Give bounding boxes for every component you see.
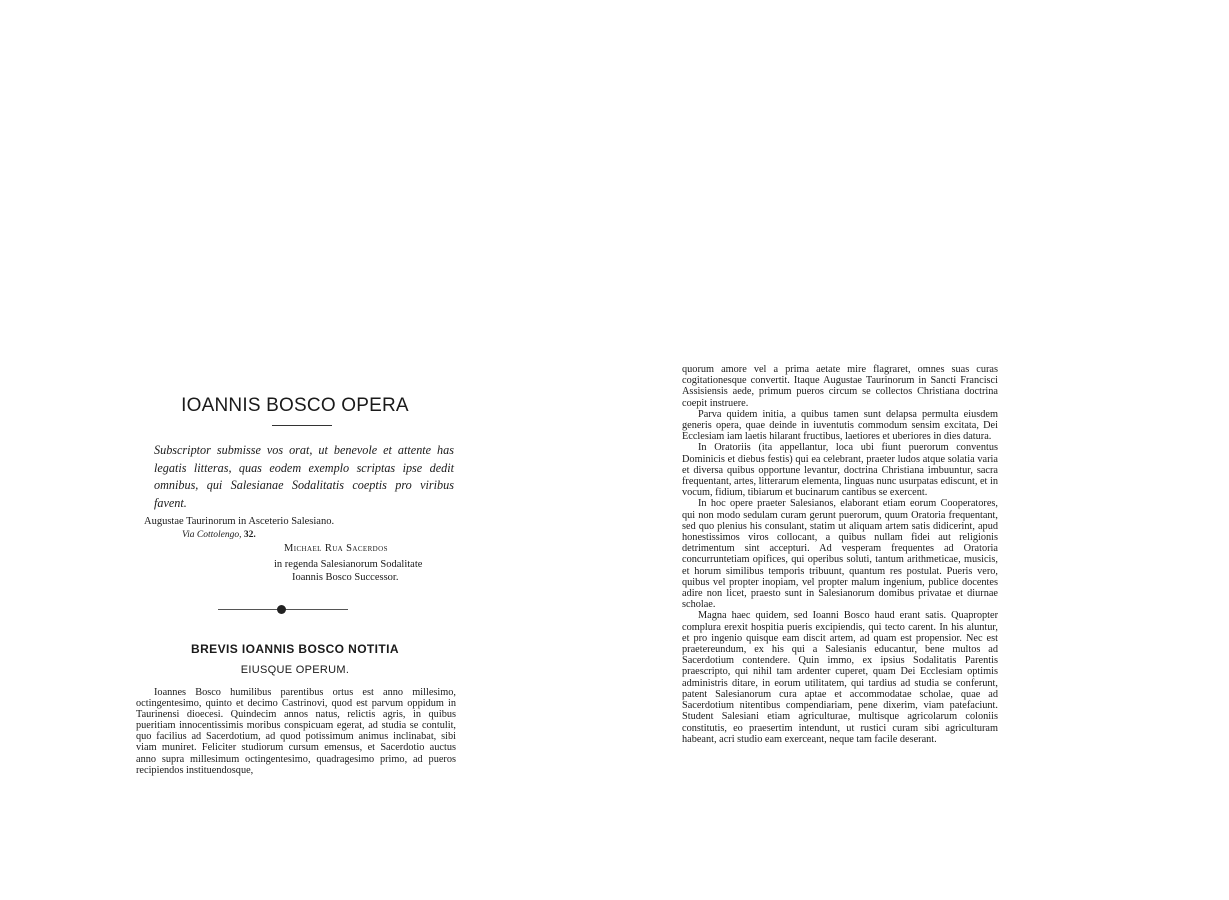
body-paragraph-4: In hoc opere praeter Salesianos, elaborant etiam eorum Cooperatores, qui non modo sedulam curam gerunt puerorum, quum Oratoria frequentant, sed quo plenius his consulant, statim ut aliquam artem satis didicerint, apud honestissimos viros collocant, a quibus nullam fidei aut religionis detrimentum sint accepturi. Ad vesperam frequentes ad Oratoria concurruntetiam opifices, qui operibus soluti, tantum arithmeticae, musicis, et horum similibus temporis tribuunt, quantum res postulat. Pueris vero, quibus vel propter inopiam, vel propter malum ingenium, publice docentes adire non licet, praesto sunt in Salesianorum domibus privatae et diurnae scholae.: [682, 498, 998, 611]
ornament-divider: [218, 605, 348, 615]
page-title: IOANNIS BOSCO OPERA: [181, 395, 409, 416]
title-rule: [272, 425, 332, 426]
place-line: Augustae Taurinorum in Asceterio Salesiano.: [144, 516, 335, 527]
section-subheading: EIUSQUE OPERUM.: [240, 664, 350, 676]
body-paragraph-3: In Oratoriis (ita appellantur, loca ubi fiunt puerorum conventus Dominicis et diebus festis) qui ea celebrant, praeter ludos atque solatia varia et diversa quibus opportune levantur, doctrina Christiana imbuuntur, sacra frequentant, artes, litterarum elementa, linguas nunc usurpatas ediscunt, et in vocum, fidium, tibiarum et bucinarum cantibus se exercent.: [682, 442, 998, 499]
body-paragraph: Ioannes Bosco humilibus parentibus ortus est anno millesimo, octingentesimo, quinto et decimo Castrinovi, quod est parvum oppidum in Taurinensi dioecesi. Quindecim annos natus, relictis agris, in quibus pueritiam innocentissimis moribus conspicuam egerat, ad studia se contulit, quo facilius ad Sacerdotium, ad quod potissimum animus inclinabat, sibi viam muniret. Feliciter studiorum cursum emensus, et Sacerdotio auctus anno supra millesimum octingentesimo, quadragesimo primo, ad pueros recipiendos instituendosque,: [136, 687, 456, 776]
signature-name: Michael Rua Sacerdos: [284, 543, 388, 554]
body-paragraph-1: quorum amore vel a prima aetate mire flagraret, omnes suas curas cogitationesque convertit. Itaque Augustae Taurinorum in Sancti Francisci Assisiensis aede, primum pueros circum se collectos Christiana doctrina coepit instruere.: [682, 364, 998, 409]
street-name: Via Cottolengo,: [182, 530, 242, 540]
intro-paragraph: Subscriptor submisse vos orat, ut benevole et attente has legatis litteras, quas eodem exemplo scriptas ipse dedit omnibus, qui Salesianae Sodalitatis coeptis pro viribus favent.: [154, 443, 454, 510]
street-line: [182, 530, 256, 540]
left-body: [136, 687, 456, 776]
ornament-dot-icon: [277, 605, 286, 614]
section-heading: BREVIS IOANNIS BOSCO NOTITIA: [191, 642, 399, 656]
right-page: [656, 350, 1022, 790]
body-paragraph-5: Magna haec quidem, sed Ioanni Bosco haud erant satis. Quapropter complura erexit hospitia pueris excipiendis, qui tecto carent. In his aluntur, et pro ingenio quisque eam discit artem, ad quam est propensior. Nec est praetereundum, ex his qui a Salesianis educantur, bene multos ad Sacerdotium contendere. Quin immo, ex ipsius Sodalitatis Parentis praescripto, qui nihil tam ardenter cuperet, quam Dei Ecclesiam optimis administris ditare, in eorum utilitatem, qui tardius ad studia se conferunt, patent Salesianorum cura aptae et accommodatae scholae, quae ad Sacerdotium nitentibus compendiariam, pene dixerim, viam patefaciunt. Student Salesiani etiam agriculturae, multisque agricolarum coloniis constitutis, eo praesertim intendunt, ut rustici curam sibi agriculturam habeant, acri studio eam exerceant, neque tam facile deserant.: [682, 610, 998, 745]
body-paragraph-2: Parva quidem initia, a quibus tamen sunt delapsa permulta eiusdem generis opera, quae deinde in iuventutis commodum sensim excitata, Dei Ecclesiam iam laetis hilarant fructibus, laetiores et uberiores in dies datura.: [682, 408, 998, 443]
signature-role: in regenda Salesianorum Sodalitate: [274, 559, 423, 570]
signature-successor: Ioannis Bosco Successor.: [292, 572, 399, 583]
street-number: 32.: [243, 530, 256, 540]
right-body: [682, 364, 998, 745]
left-page: [108, 343, 482, 813]
